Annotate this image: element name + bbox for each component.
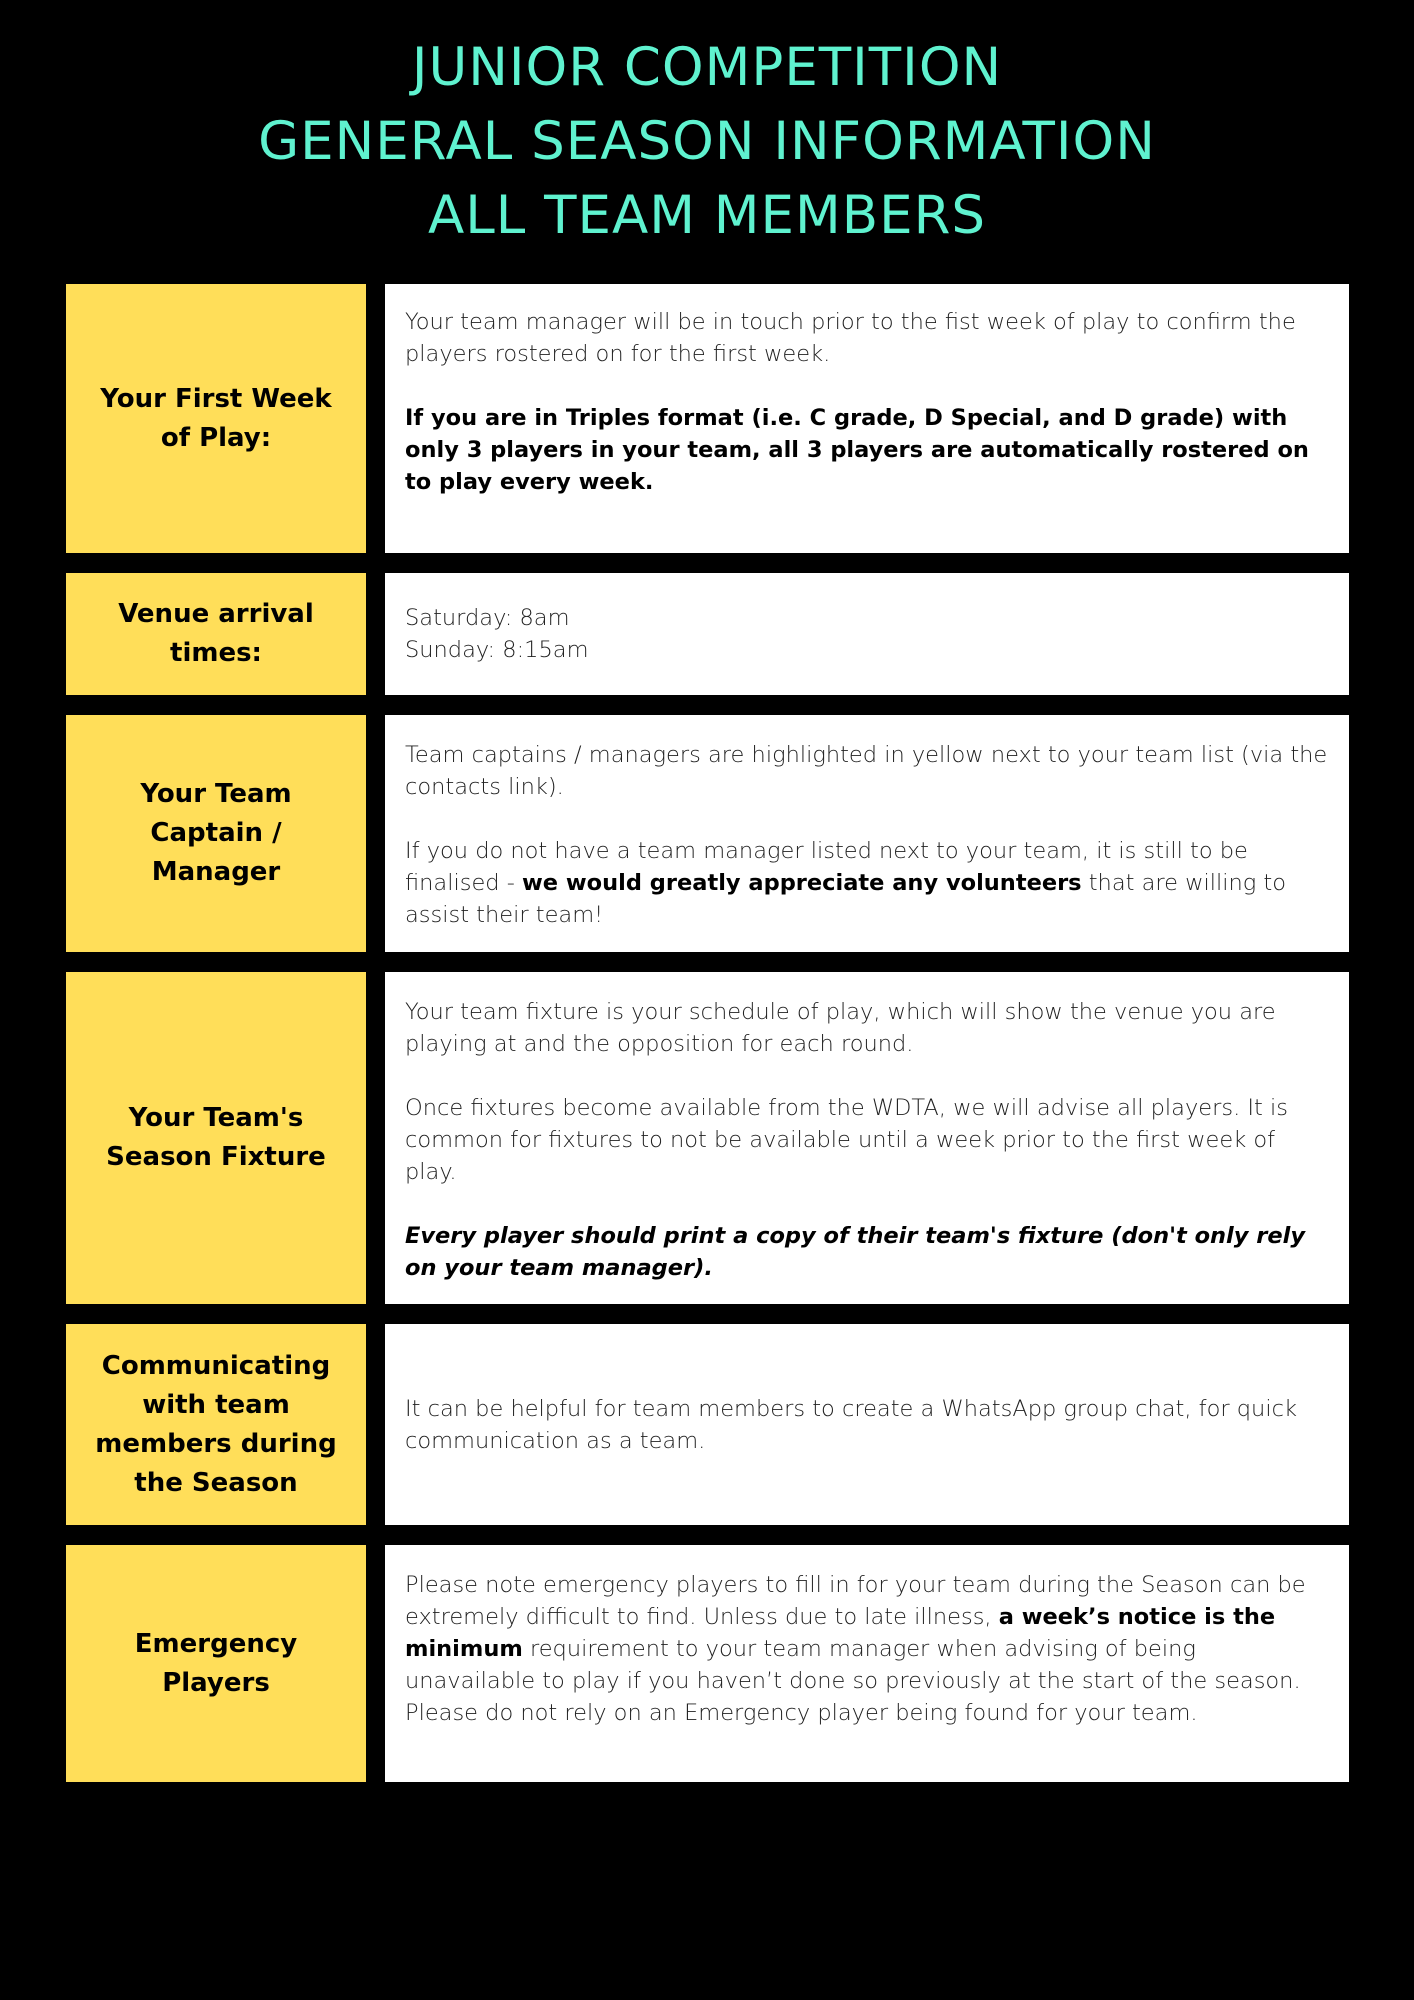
section-label-season-fixture [66, 972, 366, 1304]
paragraph [405, 1569, 1329, 1729]
saturday-time: Saturday: 8am [405, 605, 570, 631]
paragraph: Once fixtures become available from the WDTA, we will advise all players. It is common for fixtures to not be available until a week prior to the first week of play. [405, 1095, 1288, 1185]
section-content-team-captain [385, 715, 1349, 952]
title-line-3: ALL TEAM MEMBERS [427, 185, 987, 246]
section-content-first-week [385, 284, 1349, 553]
section-label-text: Communicating with team members during the Season [95, 1350, 337, 1498]
section-content-communicating [385, 1324, 1349, 1525]
title-line-1: JUNIOR COMPETITION [411, 37, 1003, 98]
section-label-text: Emergency Players [134, 1628, 298, 1698]
section-label-text: Venue arrival times: [118, 599, 314, 668]
title-line-2: GENERAL SEASON INFORMATION [258, 111, 1156, 172]
text-span: If you do not have a team manager listed next to your team, it is still to be finalised - [405, 838, 1248, 896]
section-content-emergency-players [385, 1545, 1349, 1782]
paragraph: Your team manager will be in touch prior to the fist week of play to confirm the players rostered on for the first week. [405, 309, 1296, 367]
section-label-arrival-times [66, 573, 366, 695]
paragraph [405, 835, 1329, 931]
section-label-first-week [66, 284, 366, 553]
text-span: Please note emergency players to fill in for your team during the Season can be extremely difficult to find. Unless due to late illness, [405, 1572, 1306, 1630]
paragraph-bold-italic: Every player should print a copy of their team's fixture (don't only rely on your team manager). [405, 1223, 1305, 1281]
section-content-season-fixture [385, 972, 1349, 1304]
section-label-team-captain [66, 715, 366, 952]
paragraph: Your team fixture is your schedule of play, which will show the venue you are playing at and the opposition for each round. [405, 999, 1276, 1057]
section-label-emergency-players [66, 1545, 366, 1782]
paragraph: Team captains / managers are highlighted in yellow next to your team list (via the contacts link). [405, 742, 1328, 800]
text-span-bold: a week’s notice is the minimum [405, 1604, 1276, 1662]
text-span: that are willing to assist their team! [405, 870, 1287, 928]
paragraph: It can be helpful for team members to create a WhatsApp group chat, for quick communication as a team. [405, 1395, 1297, 1454]
section-label-text: Your First Week of Play: [100, 383, 332, 453]
section-label-communicating [66, 1324, 366, 1525]
text-span: requirement to your team manager when advising of being unavailable to play if you haven’t done so previously at the start of the season. Please do not rely on an Emergency player being found for your team. [405, 1636, 1301, 1726]
section-label-text: Your Team Captain / Manager [140, 779, 292, 887]
paragraph-bold: If you are in Triples format (i.e. C grade, D Special, and D grade) with only 3 players in your team, all 3 players are automatically rostered on to play every week. [405, 405, 1309, 495]
text-span-bold: we would greatly appreciate any volunteers [522, 870, 1082, 896]
section-label-text: Your Team's Season Fixture [106, 1103, 326, 1172]
sunday-time: Sunday: 8:15am [405, 637, 589, 663]
section-content-arrival-times [385, 573, 1349, 695]
page-title [0, 31, 1414, 253]
